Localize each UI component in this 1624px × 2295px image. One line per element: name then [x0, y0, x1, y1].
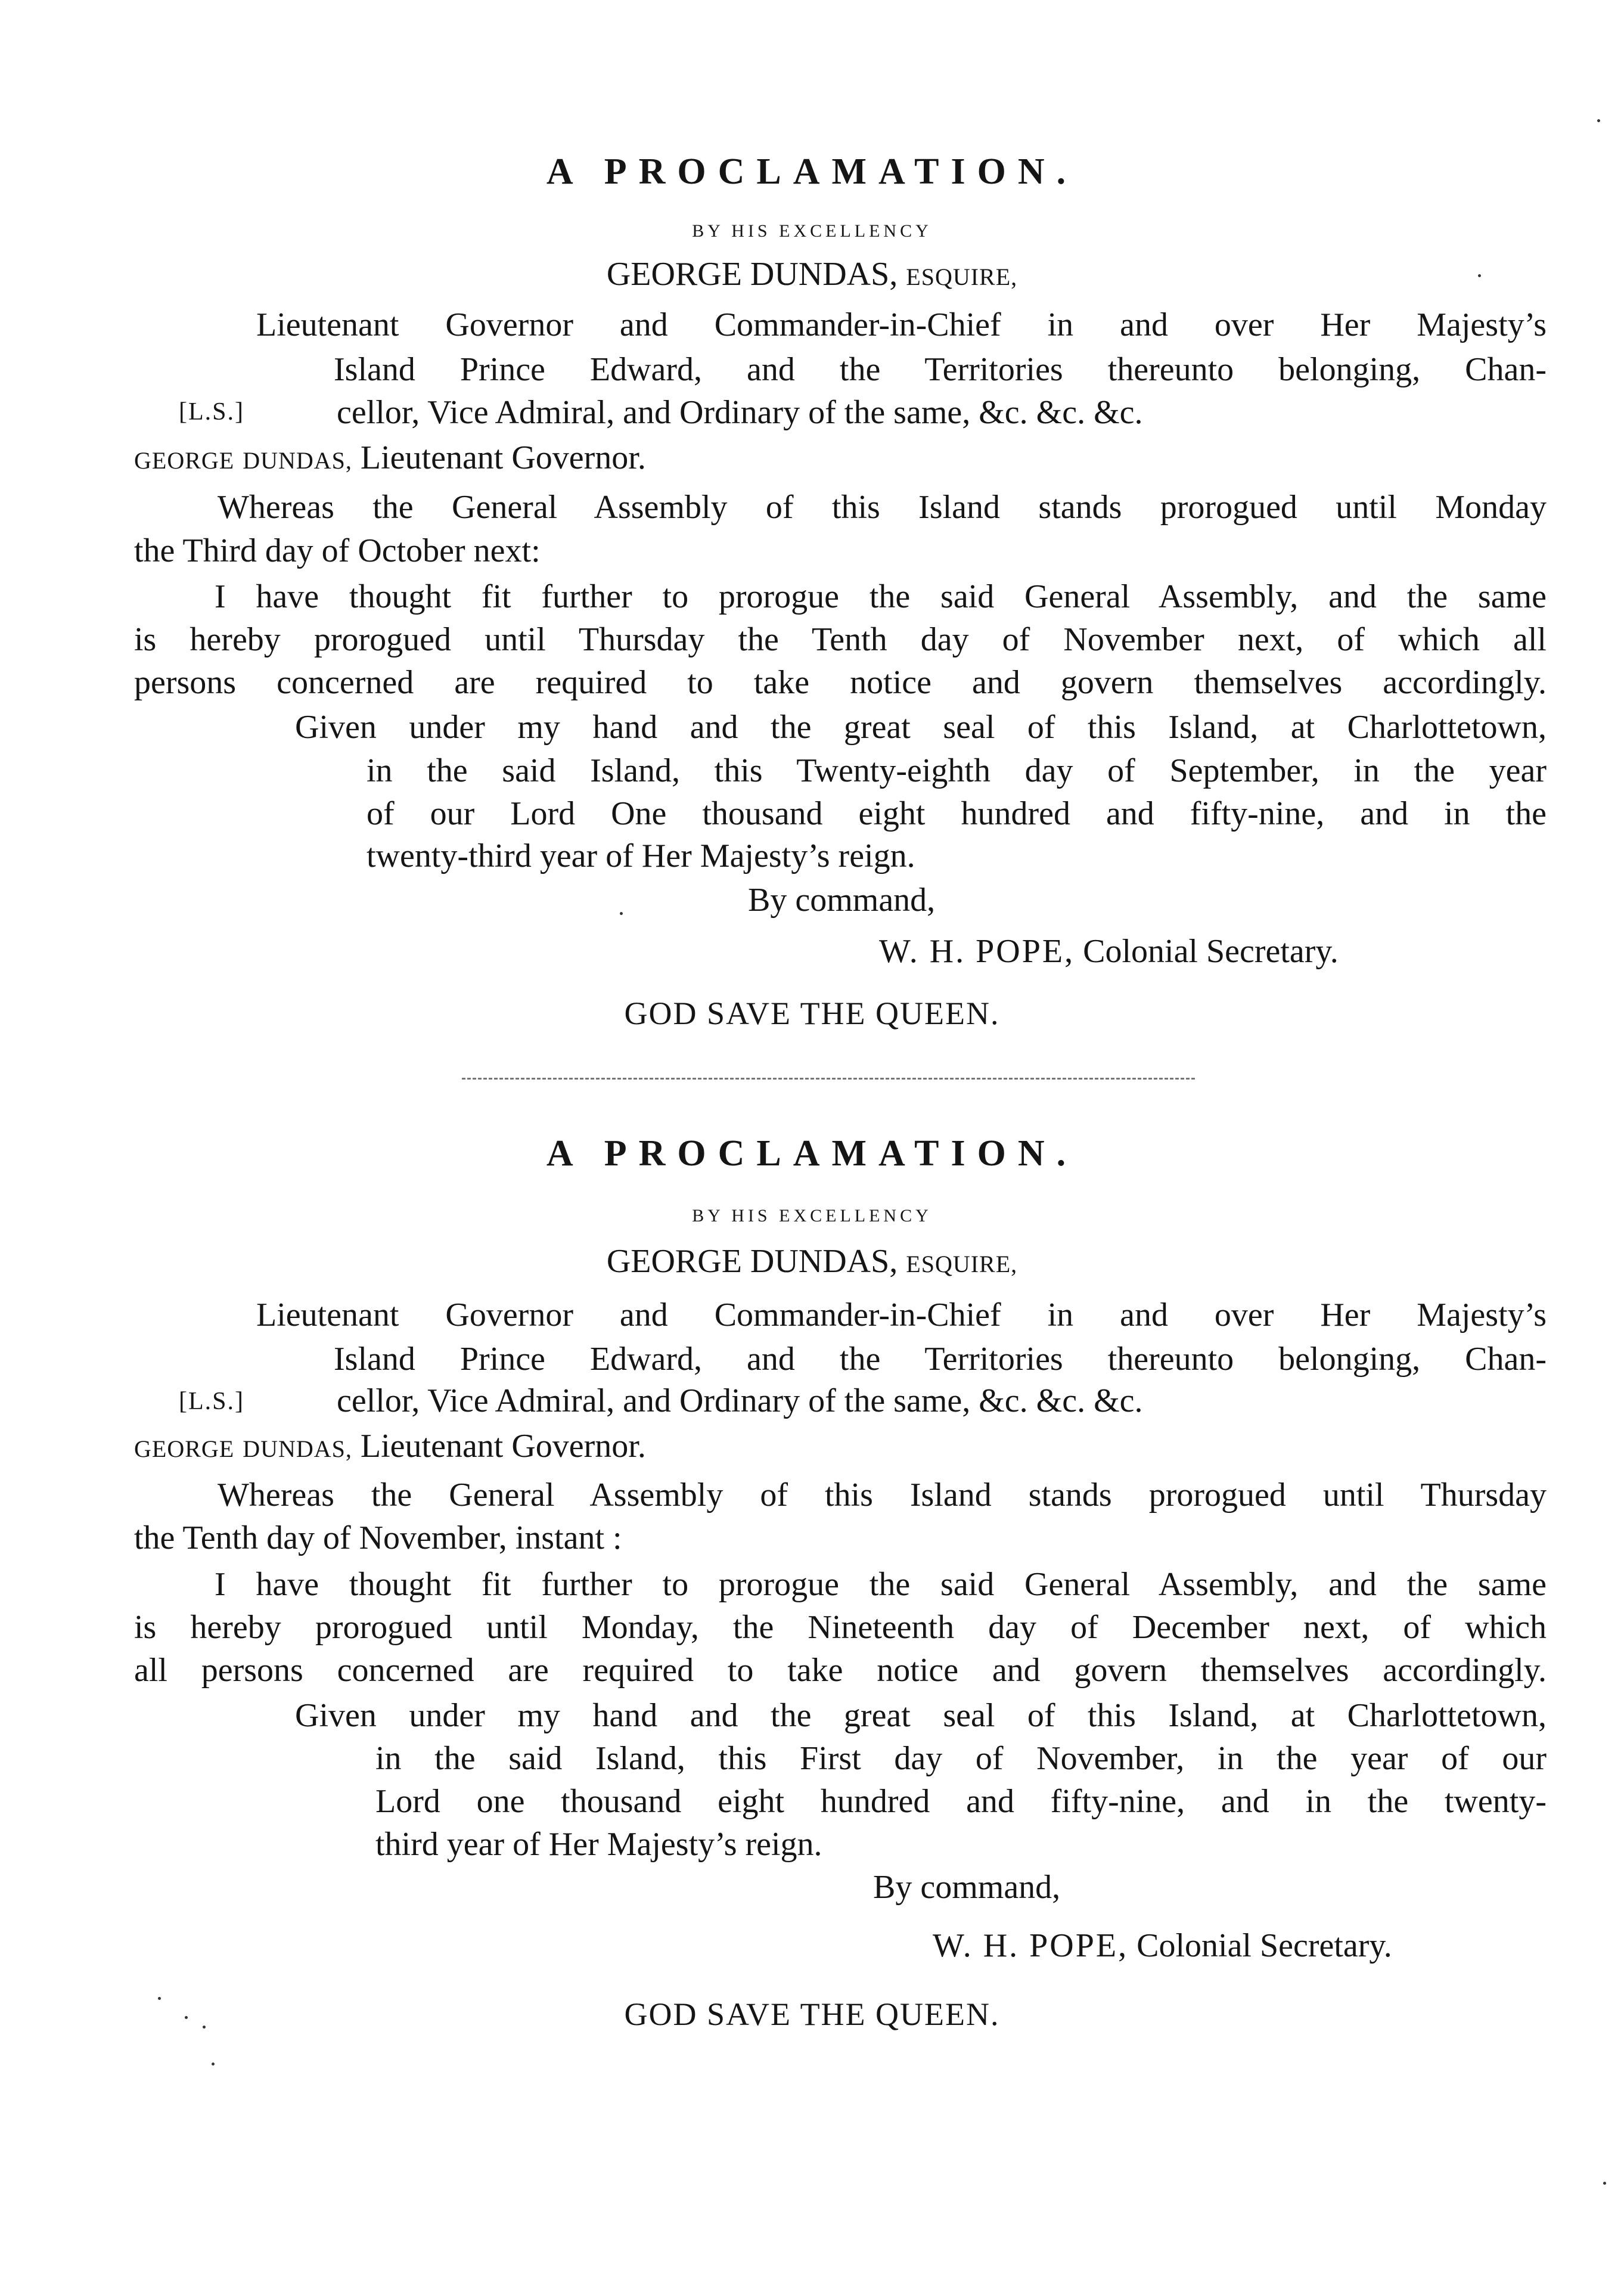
- section-divider: [462, 1078, 1195, 1080]
- office-line: Island Prince Edward, and the Territories thereunto belonging, Chan-: [334, 351, 1547, 388]
- secretary-name: W. H. POPE,: [879, 933, 1075, 970]
- signer-line: [134, 441, 646, 474]
- scan-speck: [1597, 119, 1600, 122]
- by-command: By command,: [748, 882, 936, 919]
- office-line: Lieutenant Governor and Commander-in-Chief in and over Her Majesty’s: [256, 306, 1547, 343]
- signer-title: Lieutenant Governor.: [360, 1428, 646, 1465]
- closing-line: GOD SAVE THE QUEEN.: [624, 1996, 1000, 2032]
- secretary-title: Colonial Secretary.: [1137, 1927, 1392, 1964]
- by-his-excellency: BY HIS EXCELLENCY: [692, 221, 932, 241]
- given-line: third year of Her Majesty’s reign.: [375, 1826, 822, 1863]
- order-line: I have thought fit further to prorogue the said General Assembly, and the same: [215, 1566, 1547, 1603]
- given-line: Given under my hand and the great seal of this Island, at Charlottetown,: [295, 709, 1547, 746]
- secretary-signature: [933, 1929, 1392, 1962]
- scan-speck: [203, 2026, 206, 2029]
- whereas-line: the Tenth day of November, instant :: [134, 1519, 622, 1556]
- secretary-title: Colonial Secretary.: [1083, 933, 1339, 970]
- signer-first-name: GEORGE: [134, 447, 235, 474]
- governor-name-text: GEORGE DUNDAS,: [606, 256, 898, 293]
- given-line: twenty-third year of Her Majesty’s reign.: [367, 838, 915, 874]
- given-line: Given under my hand and the great seal of this Island, at Charlottetown,: [295, 1697, 1547, 1734]
- office-line: cellor, Vice Admiral, and Ordinary of the same, &c. &c. &c.: [337, 394, 1143, 431]
- office-line: cellor, Vice Admiral, and Ordinary of the same, &c. &c. &c.: [337, 1382, 1143, 1419]
- scan-speck: [158, 1997, 161, 2000]
- order-line: is hereby prorogued until Thursday the Tenth day of November next, of which all: [134, 621, 1547, 658]
- seal-mark: [L.S.]: [179, 398, 244, 426]
- scan-speck: [185, 2016, 188, 2019]
- proclamation-title: A PROCLAMATION.: [546, 1133, 1078, 1174]
- proclamation-title: A PROCLAMATION.: [546, 151, 1078, 192]
- order-line: persons concerned are required to take notice and govern themselves accordingly.: [134, 664, 1547, 701]
- scan-speck: [1603, 2182, 1606, 2185]
- order-line: is hereby prorogued until Monday, the Nineteenth day of December next, of which: [134, 1609, 1547, 1646]
- given-line: in the said Island, this First day of November, in the year of our: [375, 1740, 1547, 1777]
- signer-last-name: DUNDAS,: [243, 1435, 352, 1462]
- scan-speck: [620, 912, 623, 915]
- whereas-line: the Third day of October next:: [134, 532, 541, 569]
- secretary-name: W. H. POPE,: [933, 1927, 1129, 1964]
- governor-name-text: GEORGE DUNDAS,: [606, 1243, 898, 1280]
- closing-line: GOD SAVE THE QUEEN.: [624, 995, 1000, 1031]
- secretary-signature: [879, 935, 1339, 968]
- whereas-line: Whereas the General Assembly of this Island stands prorogued until Thursday: [218, 1477, 1547, 1514]
- order-line: I have thought fit further to prorogue the said General Assembly, and the same: [215, 578, 1547, 615]
- office-line: Lieutenant Governor and Commander-in-Chief in and over Her Majesty’s: [256, 1297, 1547, 1333]
- signer-first-name: GEORGE: [134, 1435, 235, 1462]
- office-line: Island Prince Edward, and the Territories thereunto belonging, Chan-: [334, 1341, 1547, 1378]
- given-line: in the said Island, this Twenty-eighth day of September, in the year: [367, 752, 1547, 789]
- given-line: of our Lord One thousand eight hundred and fifty-nine, and in the: [367, 795, 1547, 832]
- signer-title: Lieutenant Governor.: [360, 439, 646, 476]
- given-line: Lord one thousand eight hundred and fifty-nine, and in the twenty-: [375, 1783, 1547, 1820]
- by-command: By command,: [873, 1869, 1061, 1906]
- governor-suffix: ESQUIRE,: [906, 1251, 1018, 1277]
- governor-name: [0, 1245, 1624, 1278]
- governor-name: [0, 258, 1624, 291]
- signer-line: [134, 1429, 646, 1463]
- scan-speck: [1478, 274, 1481, 277]
- signer-last-name: DUNDAS,: [243, 447, 352, 474]
- order-line: all persons concerned are required to take notice and govern themselves accordingly.: [134, 1652, 1547, 1689]
- scan-speck: [212, 2063, 215, 2066]
- governor-suffix: ESQUIRE,: [906, 263, 1018, 290]
- whereas-line: Whereas the General Assembly of this Island stands prorogued until Monday: [218, 489, 1547, 526]
- seal-mark: [L.S.]: [179, 1388, 244, 1415]
- by-his-excellency: BY HIS EXCELLENCY: [692, 1206, 932, 1226]
